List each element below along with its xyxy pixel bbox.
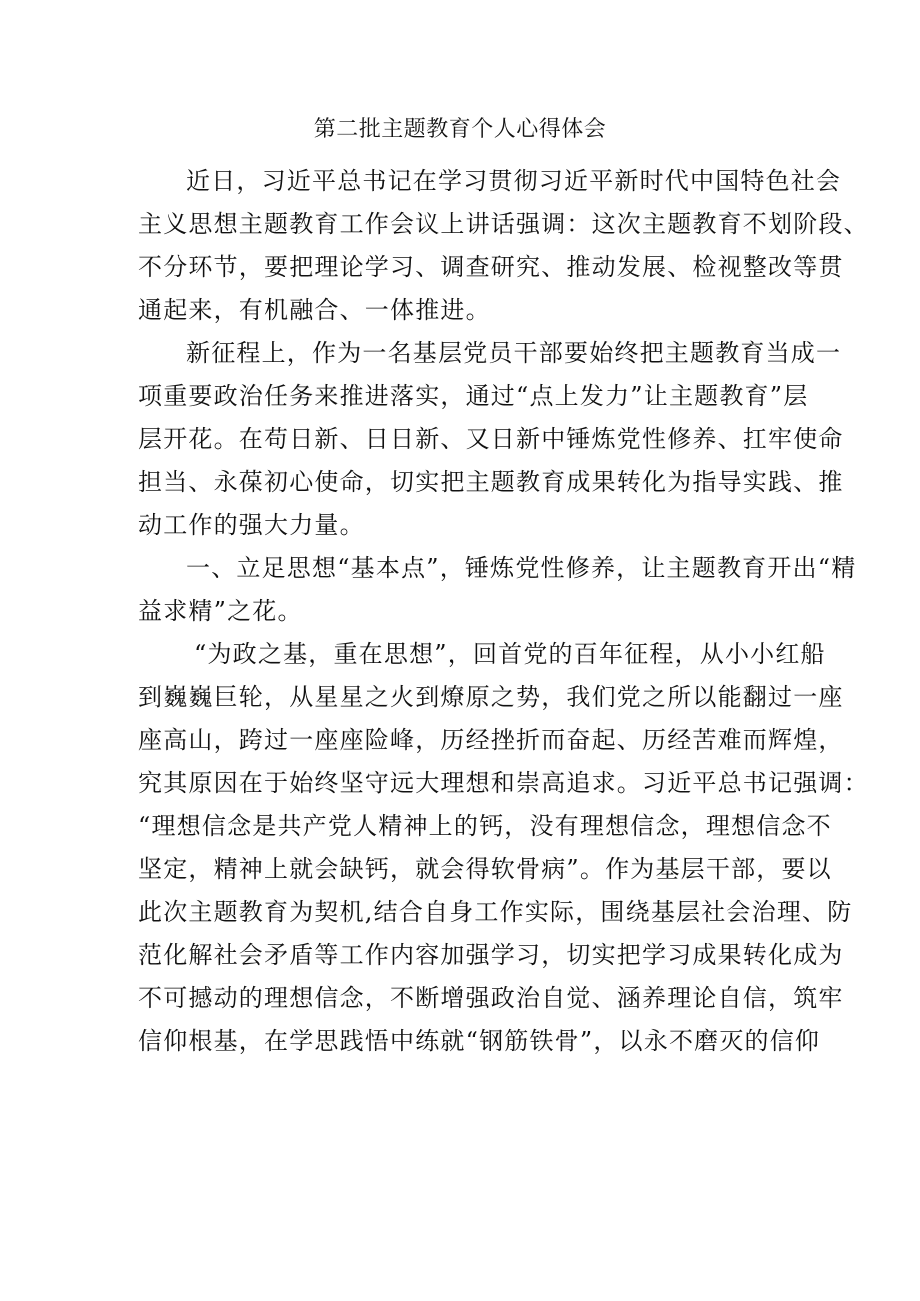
text-line: 座高山，跨过一座座险峰，历经挫折而奋起、历经苦难而辉煌，	[138, 726, 844, 754]
text-line: 近日，习近平总书记在学习贯彻习近平新时代中国特色社会	[186, 167, 842, 195]
text-line: 项重要政治任务来推进落实，通过“点上发力”让主题教育”层	[138, 382, 809, 410]
document-body	[138, 160, 869, 1063]
text-line: 益求精”之花。	[138, 597, 303, 625]
text-line: 不分环节，要把理论学习、调查研究、推动发展、检视整改等贯	[138, 253, 844, 281]
text-line: 信仰根基，在学思践悟中练就“钢筋铁骨”，以永不磨灭的信仰	[138, 1027, 821, 1055]
text-line: 主义思想主题教育工作会议上讲话强调：这次主题教育不划阶段、	[138, 210, 869, 238]
paragraph-2	[138, 332, 844, 547]
text-line: 动工作的强大力量。	[138, 511, 365, 539]
paragraph-1	[138, 160, 869, 332]
text-line: 新征程上，作为一名基层党员干部要始终把主题教育当成一	[186, 339, 842, 367]
text-line: 究其原因在于始终坚守远大理想和崇高追求。习近平总书记强调：	[138, 769, 869, 797]
text-line: 层开花。在苟日新、日日新、又日新中锤炼党性修养、扛牢使命	[138, 425, 844, 453]
text-line: 通起来，有机融合、一体推进。	[138, 296, 491, 324]
document-title: 第二批主题教育个人心得体会	[313, 117, 607, 142]
text-line: 担当、永葆初心使命，切实把主题教育成果转化为指导实践、推	[138, 468, 844, 496]
paragraph-4	[138, 633, 869, 1063]
text-line: 范化解社会矛盾等工作内容加强学习，切实把学习成果转化成为	[138, 941, 844, 969]
text-line: “理想信念是共产党人精神上的钙，没有理想信念，理想信念不	[138, 812, 832, 840]
text-line: 坚定，精神上就会缺钙，就会得软骨病”。作为基层干部，要以	[138, 855, 832, 883]
text-line: “为政之基，重在思想”，回首党的百年征程，从小小红船	[194, 640, 826, 668]
text-line: 一、立足思想“基本点”，锤炼党性修养，让主题教育开出“精	[186, 554, 857, 582]
text-line: 到巍巍巨轮，从星星之火到燎原之势，我们党之所以能翻过一座	[138, 683, 844, 711]
text-line: 不可撼动的理想信念，不断增强政治自觉、涵养理论自信，筑牢	[138, 984, 844, 1012]
text-line: 此次主题教育为契机,结合自身工作实际，围绕基层社会治理、防	[138, 898, 853, 926]
section-heading-1	[138, 547, 857, 633]
